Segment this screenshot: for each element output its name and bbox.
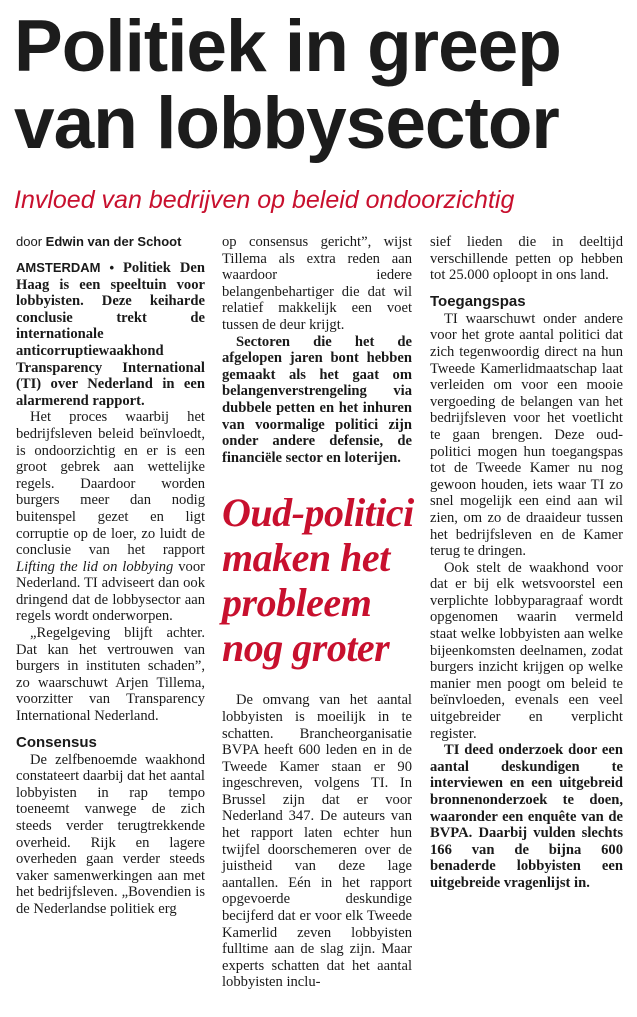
bold-paragraph: Sectoren die het de afgelopen jaren bont hebben gemaakt als het gaat om belangenverstrengeling via dubbele petten en het inhuren van voormalige politici zijn onder andere defensie, de financiële sector en loterijen. xyxy=(222,333,412,466)
article-column-1 xyxy=(16,234,205,918)
body-text: voor Nederland. TI adviseert dan ook dringend dat de lobbysector aan regels wordt onderworpen. xyxy=(16,558,205,625)
bold-paragraph: TI deed onderzoek door een aantal deskundigen te interviewen en een uitgebreid bronnenonderzoek te doen, waaronder een enquête van de BVPA. Daarbij vulden slechts 166 van de bijna 600 benaderde lobbyisten een uitgebreide vragenlijst in. xyxy=(430,742,623,891)
pull-quote-line: maken het xyxy=(222,535,390,581)
byline-author: Edwin van der Schoot xyxy=(45,234,182,249)
body-text: Het proces waarbij het bedrijfsleven beleid beïnvloedt, is ondoorzichtig en er is een groot gebrek aan wettelijke regels. Daardoor worden burgers meer dan nodig buitenspel gezet en ligt corruptie op de loer, zo luidt de conclusie van het rapport xyxy=(16,409,205,559)
crosshead-toegangspas: Toegangspas xyxy=(430,292,526,310)
pull-quote-line: nog groter xyxy=(222,625,390,671)
lead-text: Politiek Den Haag is een speeltuin voor lobbyisten. Deze keiharde conclusie trekt de internationale anticorruptiewaakhond Transparency International (TI) over Nederland in een alarmerend rapport. xyxy=(16,260,205,409)
headline-line-2: van lobbysector xyxy=(14,83,559,164)
body-paragraph: op consensus gericht”, wijst Tillema als extra reden aan waardoor iedere belangenbehartiger die dat wil relatief makkelijk een voet tussen de deur krijgt. xyxy=(222,234,412,333)
pull-quote-line: probleem xyxy=(222,580,372,626)
headline-line-1: Politiek in greep xyxy=(14,6,561,87)
pull-quote xyxy=(222,490,412,670)
headline xyxy=(14,8,626,162)
dateline: AMSTERDAM • xyxy=(16,260,115,275)
body-paragraph: TI waarschuwt onder andere voor het grote aantal politici dat zich tegenwoordig direct na hun Tweede Kamerlidmaatschap laat verleiden om voor een mooie vergoeding de belangen van het bedrijfsleven voor het voetlicht te gaan brengen. Deze oud-politici mogen hun toegangspas tot de Tweede Kamer nu nog gewoon houden, iets waar TI zo snel mogelijk een eind aan wil zien, om zo de draaideur tussen het bedrijfsleven en de Kamer terug te dringen. xyxy=(430,310,623,560)
body-paragraph: Ook stelt de waakhond voor dat er bij elk wetsvoorstel een verplichte lobbyparagraaf wordt opgenomen waarin vermeld staat welke lobbyisten aan welke bijeenkomsten deelnamen, zodat burgers inzicht krijgen op welke manier men poogt om beleid te beïnvloeden, evenals een veel uitgebreider en verplicht register. xyxy=(430,559,623,742)
quote-paragraph: „Regelgeving blijft achter. Dat kan het vertrouwen van burgers in instituten schaden”, zo waarschuwt Arjen Tillema, voorzitter van Transparency International Nederland. xyxy=(16,625,205,725)
article-column-3 xyxy=(430,234,623,892)
pull-quote-line: Oud-politici xyxy=(222,490,414,536)
body-paragraph: De omvang van het aantal lobbyisten is moeilijk in te schatten. Brancheorganisatie BVPA heeft 600 leden en in de Tweede Kamer staan er 90 ingeschreven, volgens TI. In Brussel zijn dat er voor Nederland 347. De auteurs van het rapport laten echter hun twijfel doorschemeren over de juistheid van deze lage aantallen. Eén in het rapport opgevoerde deskundige becijferd dat er voor elk Tweede Kamerlid zeven lobbyisten fulltime aan de slag zijn. Maar experts schatten dat het aantal lobbyisten inclu- xyxy=(222,692,412,991)
crosshead-consensus: Consensus xyxy=(16,733,97,751)
lead-paragraph xyxy=(16,260,205,409)
report-title: Lifting the lid on lobbying xyxy=(16,558,174,575)
body-paragraph: sief lieden die in deeltijd verschillende petten op hebben tot 25.000 oploopt in ons land. xyxy=(430,234,623,284)
body-paragraph: De zelfbenoemde waakhond constateert daarbij dat het aantal lobbyisten in rap tempo toeneemt vanwege de zich steeds verder terugtrekkende overheid. Rijk en lagere overheden gaan verder steeds vaker samenwerkingen aan met het bedrijfsleven. „Bovendien is de Nederlandse politiek erg xyxy=(16,751,205,917)
article-column-2 xyxy=(222,234,412,991)
byline-prefix: door xyxy=(16,234,43,249)
subheadline: Invloed van bedrijven op beleid ondoorzichtig xyxy=(14,186,515,214)
body-paragraph xyxy=(16,409,205,625)
byline xyxy=(16,234,205,250)
